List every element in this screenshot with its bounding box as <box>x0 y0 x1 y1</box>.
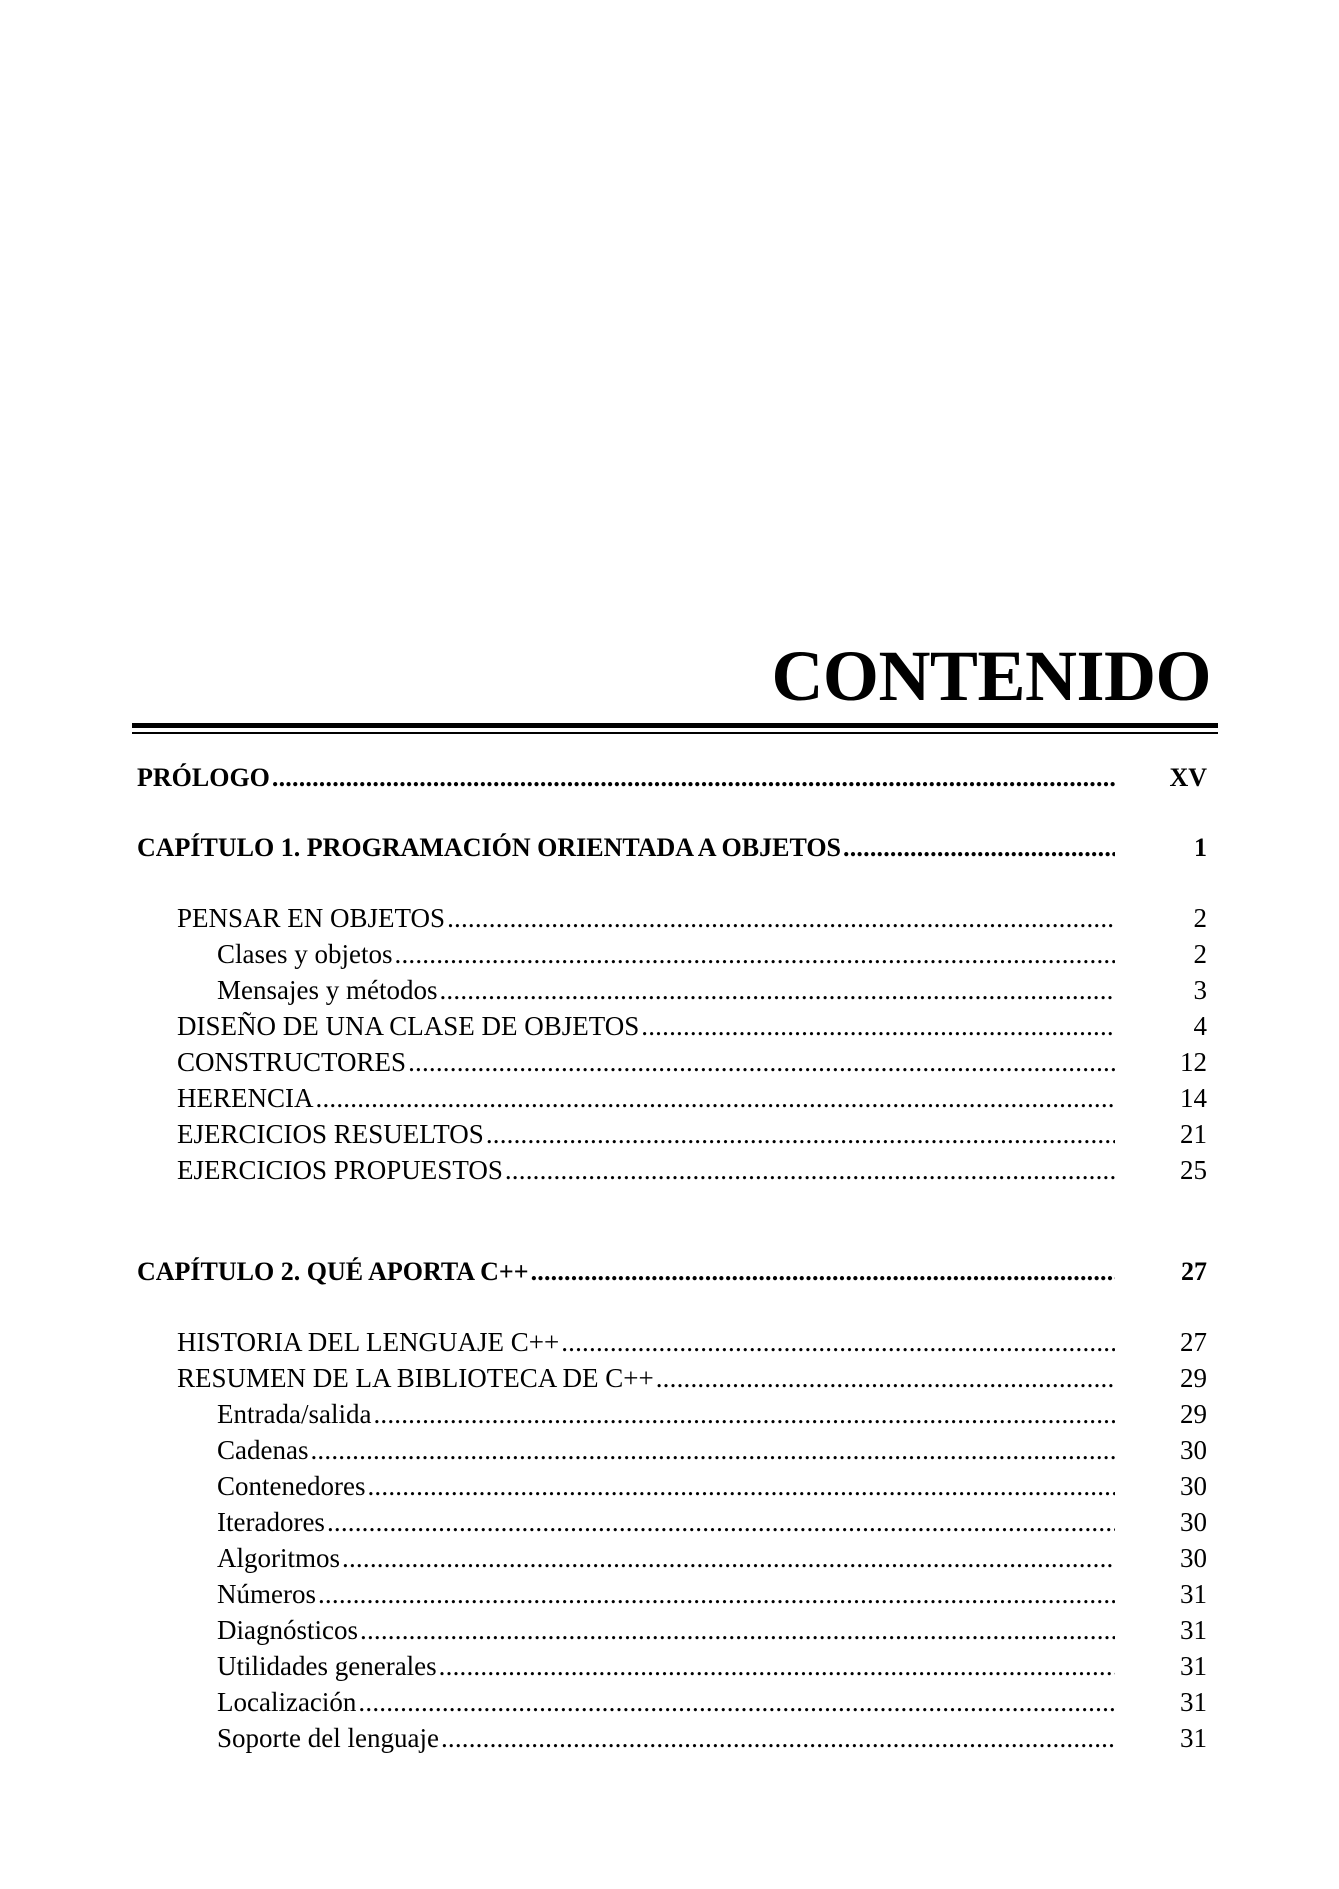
toc-leader-dots <box>342 1540 1115 1576</box>
toc-entry-label: EJERCICIOS RESUELTOS <box>177 1119 484 1149</box>
toc-leader-dots <box>316 1080 1116 1116</box>
toc-entry-page: 29 <box>1180 1363 1207 1393</box>
toc-spacer <box>137 796 1207 830</box>
toc-entry-label: DISEÑO DE UNA CLASE DE OBJETOS <box>177 1011 640 1041</box>
toc-entry-diseno-clase[interactable] <box>137 1008 1207 1044</box>
toc-entry-page: 30 <box>1180 1543 1207 1573</box>
toc-entry-label: Iteradores <box>217 1507 325 1537</box>
toc-entry-label: Diagnósticos <box>217 1615 358 1645</box>
toc-entry-label: Mensajes y métodos <box>217 975 438 1005</box>
title-rule-thin <box>132 732 1218 734</box>
toc-leader-dots <box>656 1360 1115 1396</box>
toc-entry-label: Soporte del lenguaje <box>217 1723 439 1753</box>
page-title: CONTENIDO <box>771 636 1211 716</box>
toc-entry-page: 30 <box>1180 1471 1207 1501</box>
toc-leader-dots <box>327 1504 1115 1540</box>
toc-leader-dots <box>486 1116 1115 1152</box>
toc-leader-dots <box>358 1684 1115 1720</box>
toc-entry-page: 30 <box>1180 1435 1207 1465</box>
toc-entry-ejercicios-resueltos[interactable] <box>137 1116 1207 1152</box>
toc-entry-clases-y-objetos[interactable] <box>137 936 1207 972</box>
toc-entry-label: Algoritmos <box>217 1543 341 1573</box>
toc-entry-ejercicios-propuestos[interactable] <box>137 1152 1207 1188</box>
toc-leader-dots <box>441 1720 1115 1756</box>
toc-leader-dots <box>447 900 1115 936</box>
toc-leader-dots <box>439 1648 1115 1684</box>
toc-entry-constructores[interactable] <box>137 1044 1207 1080</box>
toc-entry-algoritmos[interactable] <box>137 1540 1207 1576</box>
toc-entry-herencia[interactable] <box>137 1080 1207 1116</box>
toc-entry-label: Entrada/salida <box>217 1399 372 1429</box>
toc-entry-page: 2 <box>1193 903 1207 933</box>
toc-spacer <box>137 1290 1207 1324</box>
toc-entry-label: Números <box>217 1579 316 1609</box>
toc-entry-page: 1 <box>1194 833 1207 862</box>
toc-entry-page: 12 <box>1180 1047 1207 1077</box>
toc-entry-label: HISTORIA DEL LENGUAJE C++ <box>177 1327 560 1357</box>
toc-entry-page: 31 <box>1180 1723 1207 1753</box>
toc-entry-page: 29 <box>1180 1399 1207 1429</box>
toc-leader-dots <box>318 1576 1115 1612</box>
toc-entry-page: 31 <box>1180 1579 1207 1609</box>
toc-entry-label: PRÓLOGO <box>137 763 270 792</box>
toc-entry-label: Clases y objetos <box>217 939 393 969</box>
table-of-contents <box>137 760 1207 1756</box>
toc-entry-page: 4 <box>1193 1011 1207 1041</box>
toc-leader-dots <box>310 1432 1115 1468</box>
toc-entry-numeros[interactable] <box>137 1576 1207 1612</box>
toc-entry-label: Contenedores <box>217 1471 366 1501</box>
toc-entry-label: Cadenas <box>217 1435 309 1465</box>
toc-spacer <box>137 1188 1207 1254</box>
toc-leader-dots <box>641 1008 1115 1044</box>
toc-entry-label: CAPÍTULO 2. QUÉ APORTA C++ <box>137 1257 529 1286</box>
toc-entry-label: Localización <box>217 1687 357 1717</box>
toc-entry-label: CAPÍTULO 1. PROGRAMACIÓN ORIENTADA A OBJETOS <box>137 833 842 862</box>
toc-entry-cadenas[interactable] <box>137 1432 1207 1468</box>
toc-entry-page: 30 <box>1180 1507 1207 1537</box>
toc-entry-resumen-biblioteca[interactable] <box>137 1360 1207 1396</box>
toc-entry-diagnosticos[interactable] <box>137 1612 1207 1648</box>
toc-entry-page: 2 <box>1193 939 1207 969</box>
toc-leader-dots <box>395 936 1116 972</box>
toc-entry-page: 31 <box>1180 1687 1207 1717</box>
toc-entry-page: XV <box>1169 763 1207 792</box>
toc-entry-page: 31 <box>1180 1651 1207 1681</box>
toc-leader-dots <box>367 1468 1115 1504</box>
toc-entry-historia-cpp[interactable] <box>137 1324 1207 1360</box>
toc-leader-dots <box>408 1044 1115 1080</box>
toc-entry-label: RESUMEN DE LA BIBLIOTECA DE C++ <box>177 1363 654 1393</box>
toc-entry-label: CONSTRUCTORES <box>177 1047 407 1077</box>
toc-leader-dots <box>505 1152 1115 1188</box>
toc-entry-page: 31 <box>1180 1615 1207 1645</box>
toc-spacer <box>137 866 1207 900</box>
toc-entry-iteradores[interactable] <box>137 1504 1207 1540</box>
toc-leader-dots <box>843 830 1115 866</box>
toc-entry-capitulo-1[interactable] <box>137 830 1207 866</box>
toc-entry-page: 21 <box>1180 1119 1207 1149</box>
toc-entry-prologo[interactable] <box>137 760 1207 796</box>
toc-entry-page: 25 <box>1180 1155 1207 1185</box>
toc-leader-dots <box>531 1254 1115 1290</box>
toc-leader-dots <box>272 760 1115 796</box>
toc-entry-label: PENSAR EN OBJETOS <box>177 903 446 933</box>
toc-entry-pensar-en-objetos[interactable] <box>137 900 1207 936</box>
toc-leader-dots <box>360 1612 1115 1648</box>
toc-entry-soporte-lenguaje[interactable] <box>137 1720 1207 1756</box>
toc-entry-localizacion[interactable] <box>137 1684 1207 1720</box>
toc-leader-dots <box>439 972 1115 1008</box>
toc-entry-page: 3 <box>1193 975 1207 1005</box>
toc-leader-dots <box>561 1324 1115 1360</box>
title-rule-thick <box>132 723 1218 728</box>
toc-entry-label: HERENCIA <box>177 1083 314 1113</box>
toc-entry-entrada-salida[interactable] <box>137 1396 1207 1432</box>
toc-entry-contenedores[interactable] <box>137 1468 1207 1504</box>
toc-entry-capitulo-2[interactable] <box>137 1254 1207 1290</box>
toc-entry-label: Utilidades generales <box>217 1651 437 1681</box>
toc-entry-label: EJERCICIOS PROPUESTOS <box>177 1155 503 1185</box>
toc-entry-page: 27 <box>1180 1327 1207 1357</box>
toc-entry-page: 14 <box>1180 1083 1207 1113</box>
toc-entry-mensajes-y-metodos[interactable] <box>137 972 1207 1008</box>
toc-entry-page: 27 <box>1181 1257 1207 1286</box>
toc-leader-dots <box>373 1396 1115 1432</box>
toc-entry-utilidades-generales[interactable] <box>137 1648 1207 1684</box>
